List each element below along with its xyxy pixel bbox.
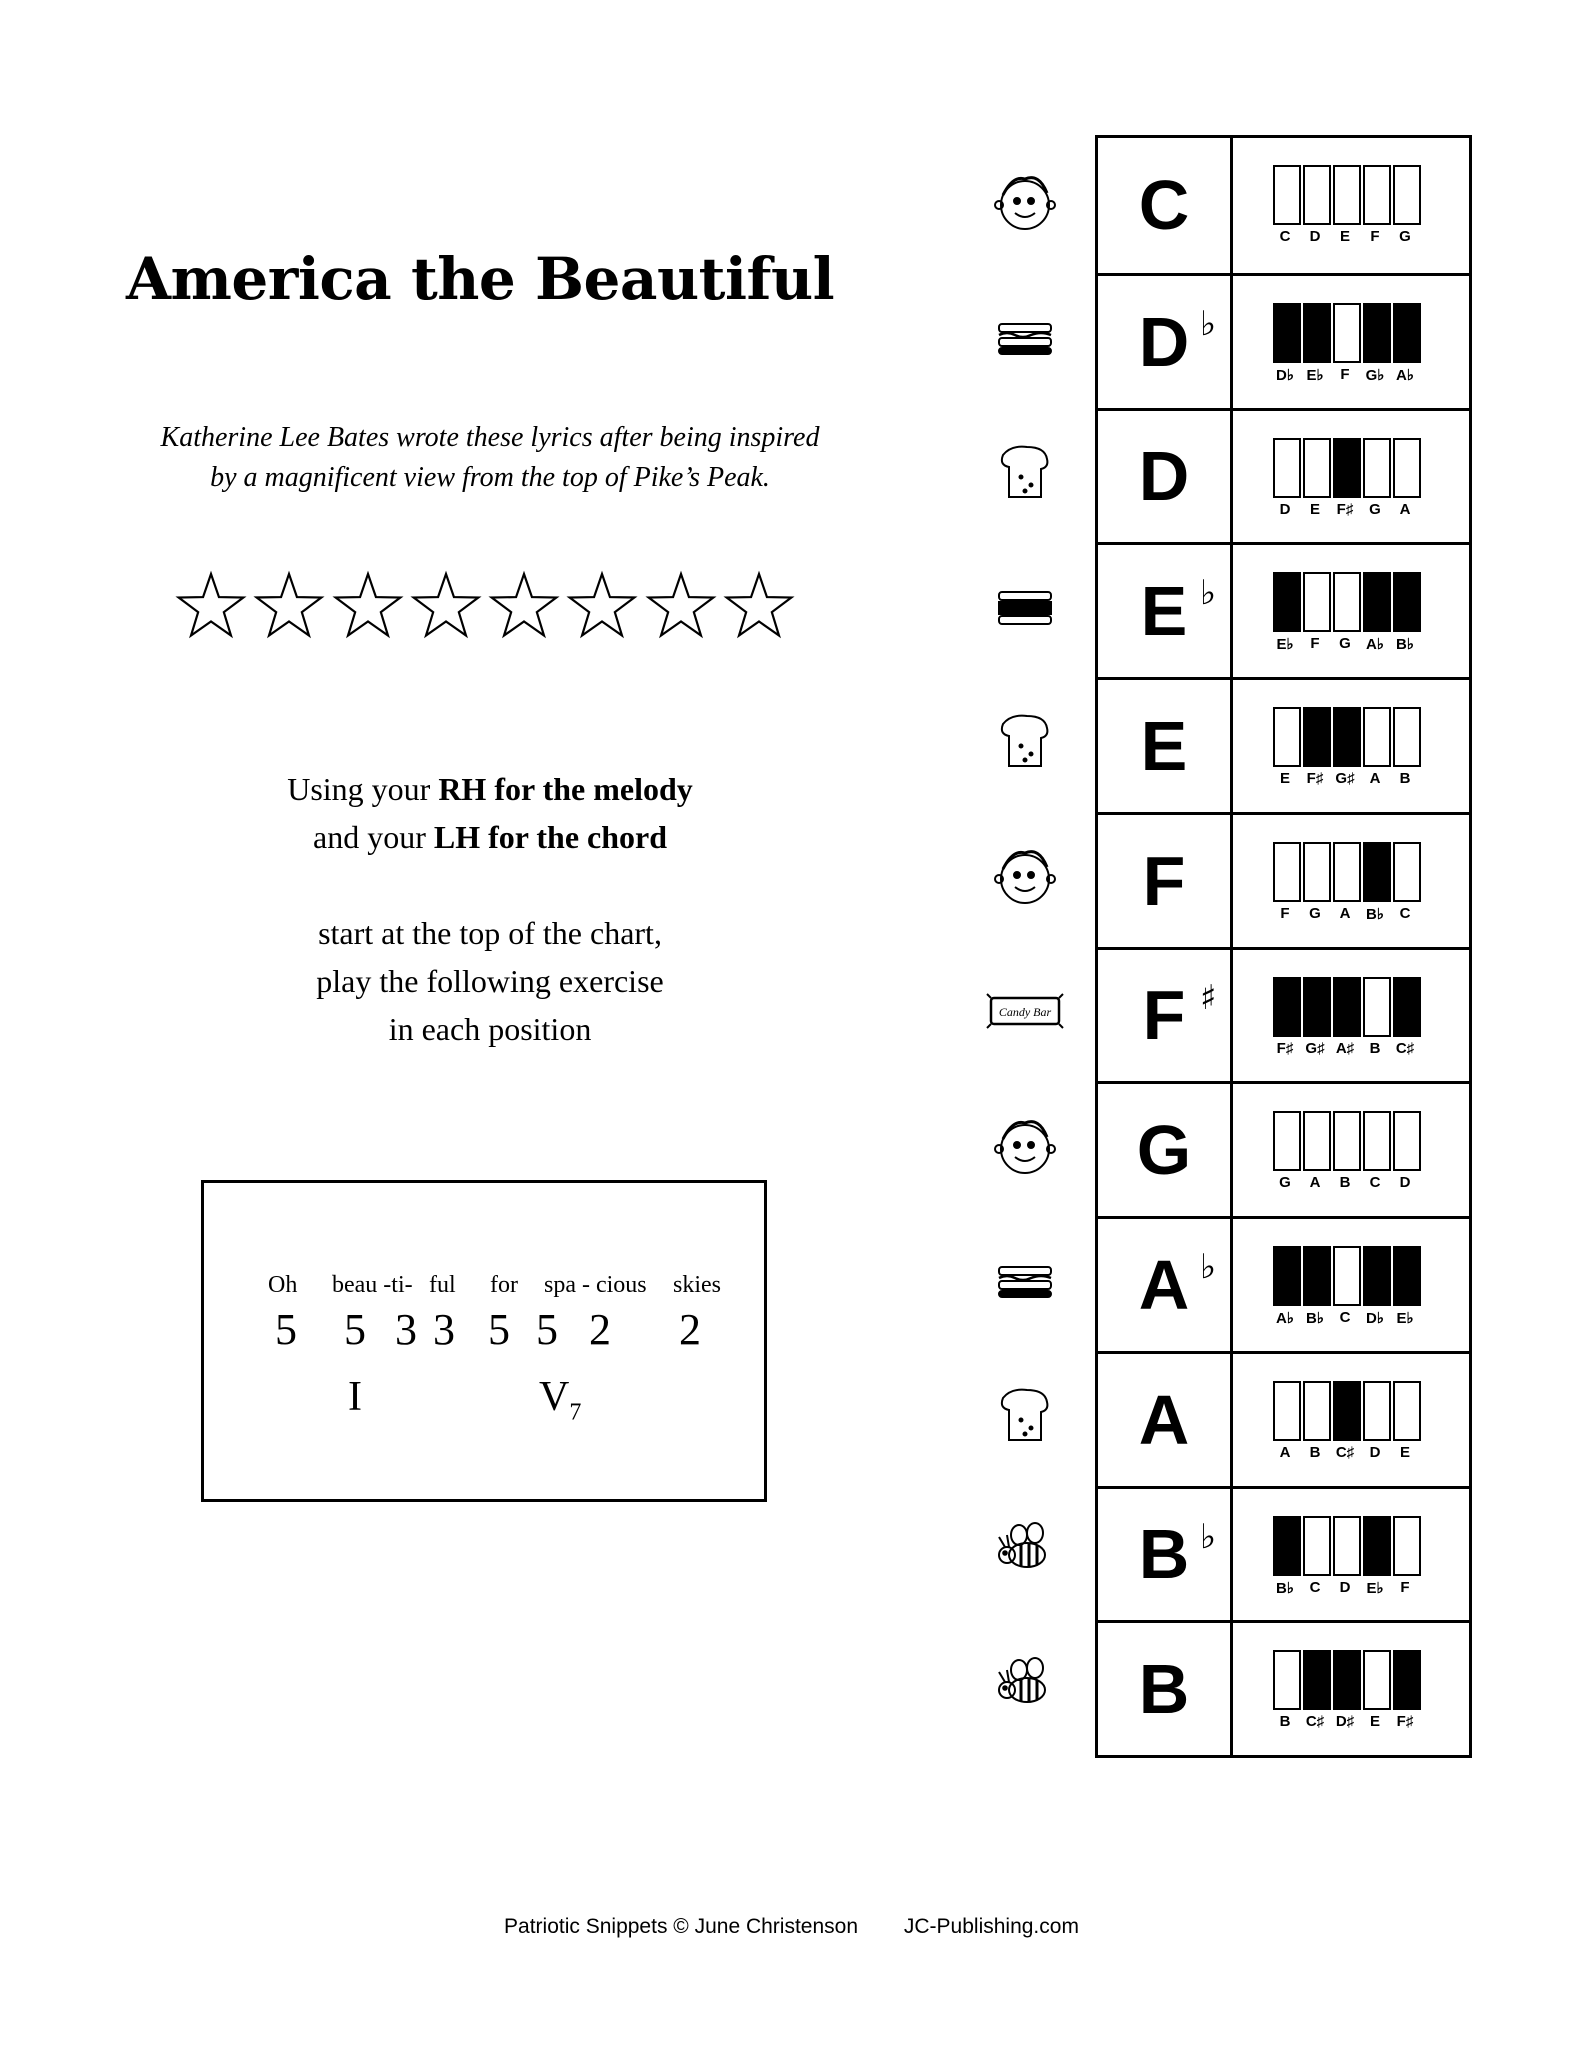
key-name bbox=[1098, 1219, 1230, 1351]
note-label: F bbox=[1310, 635, 1320, 653]
lyric-word: Oh bbox=[268, 1272, 298, 1298]
key-letter: E bbox=[1140, 706, 1188, 785]
key-letter: A bbox=[1138, 1380, 1190, 1459]
key-name bbox=[1098, 815, 1230, 947]
note-label: G bbox=[1399, 228, 1411, 245]
black-key bbox=[1274, 573, 1300, 631]
note-label: D bbox=[1399, 1174, 1411, 1192]
black-key bbox=[1394, 1247, 1420, 1305]
key-letter: G bbox=[1136, 1111, 1192, 1190]
scale-degree: 2 bbox=[589, 1305, 611, 1354]
black-key bbox=[1274, 1247, 1300, 1305]
star-icon bbox=[488, 570, 560, 642]
note-label: A bbox=[1309, 1174, 1321, 1192]
note-label: A♭ bbox=[1366, 636, 1384, 654]
white-key bbox=[1364, 1382, 1390, 1440]
lyric-word: spa - cious bbox=[544, 1272, 647, 1298]
note-label: F♯ bbox=[1276, 1039, 1294, 1057]
exercise-box bbox=[201, 1180, 767, 1502]
scale-degree: 5 bbox=[536, 1305, 558, 1354]
note-label: D♭ bbox=[1276, 366, 1294, 384]
star-icon bbox=[410, 570, 482, 642]
star-icon bbox=[175, 570, 247, 642]
scale-degree: 3 bbox=[433, 1305, 455, 1354]
note-label: B♭ bbox=[1396, 636, 1414, 654]
scale-degree: 2 bbox=[679, 1305, 701, 1354]
white-key bbox=[1394, 166, 1420, 224]
note-label: G♭ bbox=[1365, 366, 1385, 384]
note-label: G♯ bbox=[1335, 770, 1355, 787]
note-label: E bbox=[1369, 1713, 1380, 1731]
chart-row-d bbox=[1098, 408, 1469, 543]
note-labels bbox=[1268, 1579, 1428, 1603]
key-letter: A bbox=[1138, 1245, 1190, 1324]
white-key bbox=[1274, 708, 1300, 766]
note-label: B♭ bbox=[1306, 1310, 1324, 1327]
note-label: C♯ bbox=[1335, 1443, 1355, 1461]
white-key bbox=[1274, 1651, 1300, 1709]
white-key bbox=[1304, 1517, 1330, 1575]
scale-degree: 5 bbox=[275, 1305, 297, 1354]
black-key bbox=[1304, 978, 1330, 1036]
toast-icon bbox=[985, 706, 1065, 776]
bee-icon bbox=[985, 1515, 1065, 1585]
curly-face-icon bbox=[985, 841, 1065, 911]
chord-symbol-i: I bbox=[348, 1374, 362, 1420]
boy-face-icon bbox=[985, 167, 1065, 237]
black-key bbox=[1334, 978, 1360, 1036]
black-key bbox=[1394, 978, 1420, 1036]
note-label: F bbox=[1370, 228, 1380, 245]
chart-row-b-flat bbox=[1098, 1486, 1469, 1621]
key-name bbox=[1098, 1084, 1230, 1216]
note-labels bbox=[1268, 1040, 1428, 1064]
black-key bbox=[1304, 1247, 1330, 1305]
black-key bbox=[1334, 708, 1360, 766]
note-label: B♭ bbox=[1366, 905, 1384, 923]
black-key bbox=[1274, 1517, 1300, 1575]
chord-row bbox=[204, 1183, 764, 1499]
scale-degree: 5 bbox=[488, 1305, 510, 1354]
note-labels bbox=[1268, 366, 1428, 390]
note-label: C bbox=[1279, 228, 1291, 245]
white-key bbox=[1394, 439, 1420, 497]
scale-degree: 3 bbox=[395, 1305, 417, 1354]
key-letter: D bbox=[1138, 437, 1190, 516]
black-key bbox=[1334, 1382, 1360, 1440]
note-label: A♯ bbox=[1335, 1039, 1355, 1057]
white-key bbox=[1304, 573, 1330, 631]
sandwich-icon bbox=[985, 572, 1065, 642]
note-label: C bbox=[1339, 1309, 1351, 1326]
note-labels bbox=[1268, 1174, 1428, 1198]
star-icon bbox=[566, 570, 638, 642]
note-label: D bbox=[1309, 228, 1321, 245]
note-label: E♭ bbox=[1306, 366, 1324, 384]
note-label: C♯ bbox=[1395, 1039, 1415, 1057]
note-label: C bbox=[1369, 1174, 1381, 1192]
key-letter: B bbox=[1138, 1650, 1190, 1729]
white-key bbox=[1394, 1382, 1420, 1440]
white-key bbox=[1334, 843, 1360, 901]
note-label: B bbox=[1279, 1713, 1291, 1731]
note-label: F bbox=[1340, 365, 1350, 383]
chart-row-e-flat bbox=[1098, 542, 1469, 677]
note-label: B♭ bbox=[1276, 1579, 1294, 1597]
bread-slice-icon bbox=[985, 1380, 1065, 1450]
black-key bbox=[1274, 978, 1300, 1036]
note-label: A bbox=[1369, 770, 1381, 787]
note-label: E♭ bbox=[1396, 1310, 1414, 1327]
white-key bbox=[1334, 1517, 1360, 1575]
white-key bbox=[1394, 1112, 1420, 1170]
chart-row-d-flat bbox=[1098, 273, 1469, 408]
note-labels bbox=[1268, 501, 1428, 525]
white-key bbox=[1364, 708, 1390, 766]
key-name bbox=[1098, 680, 1230, 812]
white-key bbox=[1364, 1651, 1390, 1709]
note-labels bbox=[1268, 228, 1428, 252]
note-labels bbox=[1268, 635, 1428, 659]
lyric-word: skies bbox=[673, 1272, 721, 1298]
white-key bbox=[1334, 573, 1360, 631]
white-key bbox=[1274, 843, 1300, 901]
bread-slice-icon bbox=[985, 437, 1065, 507]
chart-row-c bbox=[1098, 138, 1469, 273]
black-key bbox=[1364, 1517, 1390, 1575]
chord-symbol-v7: $V_7$ bbox=[539, 1374, 582, 1426]
black-key bbox=[1364, 304, 1390, 362]
black-key bbox=[1304, 708, 1330, 766]
white-key bbox=[1394, 1517, 1420, 1575]
note-label: F♯ bbox=[1336, 500, 1354, 518]
white-key bbox=[1394, 708, 1420, 766]
black-key bbox=[1394, 1651, 1420, 1709]
key-name bbox=[1098, 276, 1230, 408]
note-label: G bbox=[1339, 635, 1351, 653]
note-label: F♯ bbox=[1306, 770, 1324, 787]
chart-row-g bbox=[1098, 1081, 1469, 1216]
white-key bbox=[1364, 978, 1390, 1036]
note-label: B bbox=[1309, 1443, 1321, 1461]
black-key bbox=[1304, 304, 1330, 362]
note-labels bbox=[1268, 1444, 1428, 1468]
star-row bbox=[175, 570, 795, 660]
footer-credit: Patriotic Snippets © June Christenson bbox=[504, 1915, 859, 1938]
star-icon bbox=[253, 570, 325, 642]
note-label: C♯ bbox=[1305, 1713, 1325, 1731]
svg-text:Candy Bar: Candy Bar bbox=[998, 1004, 1052, 1019]
key-name bbox=[1098, 950, 1230, 1082]
note-label: E bbox=[1309, 500, 1320, 518]
note-labels bbox=[1268, 770, 1428, 794]
page-title: America the Beautiful bbox=[126, 245, 835, 313]
note-label: B bbox=[1369, 1039, 1381, 1057]
white-key bbox=[1334, 304, 1360, 362]
key-name bbox=[1098, 1623, 1230, 1755]
note-label: G bbox=[1369, 500, 1381, 518]
white-key bbox=[1274, 1382, 1300, 1440]
white-key bbox=[1304, 166, 1330, 224]
intro-line-2: by a magnificent view from the top of Pike’s Peak. bbox=[210, 462, 770, 493]
instruction-line-1: Using your RH for the melody bbox=[287, 771, 693, 807]
instruction-line-5: in each position bbox=[388, 1011, 592, 1047]
key-letter: C bbox=[1138, 166, 1190, 245]
chart-row-a-flat bbox=[1098, 1216, 1469, 1351]
note-label: E bbox=[1279, 770, 1290, 787]
lyric-word: beau -ti- bbox=[332, 1272, 413, 1298]
note-label: D♭ bbox=[1366, 1310, 1384, 1327]
note-label: E bbox=[1339, 228, 1350, 245]
note-label: D bbox=[1279, 500, 1291, 518]
chart-row-f-sharp bbox=[1098, 947, 1469, 1082]
chart-row-b bbox=[1098, 1620, 1469, 1755]
instructions bbox=[150, 765, 830, 1053]
star-icon bbox=[645, 570, 717, 642]
lyric-word: ful bbox=[429, 1272, 456, 1298]
note-label: F bbox=[1280, 904, 1290, 922]
sandwich-stack-icon bbox=[985, 1245, 1065, 1315]
white-key bbox=[1334, 1247, 1360, 1305]
note-label: B bbox=[1399, 770, 1411, 787]
black-key bbox=[1364, 573, 1390, 631]
note-label: A bbox=[1399, 500, 1411, 518]
key-position-chart bbox=[1095, 135, 1472, 1758]
note-label: F bbox=[1400, 1578, 1410, 1596]
note-labels bbox=[1268, 1309, 1428, 1333]
footer-website: JC-Publishing.com bbox=[903, 1915, 1079, 1938]
star-icon bbox=[723, 570, 795, 642]
key-letter: F bbox=[1142, 976, 1186, 1055]
instruction-line-2: and your LH for the chord bbox=[312, 819, 668, 855]
chart-row-a bbox=[1098, 1351, 1469, 1486]
key-letter: D bbox=[1138, 302, 1190, 381]
note-label: E♭ bbox=[1366, 1579, 1384, 1597]
intro-text bbox=[100, 418, 880, 498]
note-label: C bbox=[1309, 1578, 1321, 1596]
note-label: E♭ bbox=[1276, 636, 1294, 654]
bee-icon bbox=[985, 1650, 1065, 1720]
black-key bbox=[1334, 1651, 1360, 1709]
note-label: G bbox=[1279, 1174, 1291, 1192]
white-key bbox=[1304, 439, 1330, 497]
flat-sign: ♭ bbox=[1200, 1247, 1217, 1287]
white-key bbox=[1274, 166, 1300, 224]
flat-sign: ♭ bbox=[1200, 573, 1217, 614]
key-letter: B bbox=[1138, 1515, 1190, 1594]
sandwich-stack-icon bbox=[985, 302, 1065, 372]
footer bbox=[0, 1915, 1583, 1939]
black-key bbox=[1274, 304, 1300, 362]
note-labels bbox=[1268, 1713, 1428, 1737]
note-label: A♭ bbox=[1276, 1310, 1294, 1327]
flat-sign: ♭ bbox=[1200, 1516, 1217, 1557]
scale-degree: 5 bbox=[344, 1305, 366, 1354]
black-key bbox=[1364, 1247, 1390, 1305]
white-key bbox=[1364, 439, 1390, 497]
note-label: A bbox=[1339, 904, 1351, 922]
note-label: F♯ bbox=[1396, 1713, 1414, 1731]
sharp-sign: ♯ bbox=[1200, 977, 1217, 1018]
note-label: A♭ bbox=[1396, 366, 1414, 384]
white-key bbox=[1394, 843, 1420, 901]
note-labels bbox=[1268, 905, 1428, 929]
key-letter: F bbox=[1142, 841, 1186, 920]
note-label: A bbox=[1279, 1443, 1291, 1461]
note-label: D♯ bbox=[1335, 1713, 1355, 1731]
white-key bbox=[1364, 166, 1390, 224]
black-key bbox=[1394, 304, 1420, 362]
instruction-line-4: play the following exercise bbox=[316, 963, 664, 999]
lyric-word: for bbox=[490, 1272, 518, 1298]
note-label: C bbox=[1399, 904, 1411, 922]
note-label: D bbox=[1339, 1578, 1351, 1596]
candy-bar-icon bbox=[985, 976, 1065, 1046]
white-key bbox=[1334, 1112, 1360, 1170]
flat-sign: ♭ bbox=[1200, 303, 1217, 344]
note-label: G bbox=[1309, 904, 1321, 922]
black-key bbox=[1394, 573, 1420, 631]
key-name bbox=[1098, 1354, 1230, 1486]
chart-row-e bbox=[1098, 677, 1469, 812]
key-name bbox=[1098, 1489, 1230, 1621]
white-key bbox=[1304, 1112, 1330, 1170]
star-icon bbox=[332, 570, 404, 642]
white-key bbox=[1274, 1112, 1300, 1170]
white-key bbox=[1304, 843, 1330, 901]
key-name bbox=[1098, 545, 1230, 677]
note-label: B bbox=[1339, 1174, 1351, 1192]
white-key bbox=[1334, 166, 1360, 224]
key-name bbox=[1098, 411, 1230, 543]
white-key bbox=[1274, 439, 1300, 497]
intro-line-1: Katherine Lee Bates wrote these lyrics after being inspired bbox=[160, 422, 820, 453]
white-key bbox=[1304, 1382, 1330, 1440]
black-key bbox=[1364, 843, 1390, 901]
key-letter: E bbox=[1140, 572, 1188, 651]
black-key bbox=[1334, 439, 1360, 497]
note-label: G♯ bbox=[1305, 1039, 1325, 1057]
note-label: E bbox=[1399, 1443, 1410, 1461]
key-name bbox=[1098, 138, 1230, 273]
note-label: D bbox=[1369, 1443, 1381, 1461]
chart-row-f bbox=[1098, 812, 1469, 947]
smiling-face-icon bbox=[985, 1111, 1065, 1181]
instruction-line-3: start at the top of the chart, bbox=[318, 915, 662, 951]
black-key bbox=[1304, 1651, 1330, 1709]
white-key bbox=[1364, 1112, 1390, 1170]
